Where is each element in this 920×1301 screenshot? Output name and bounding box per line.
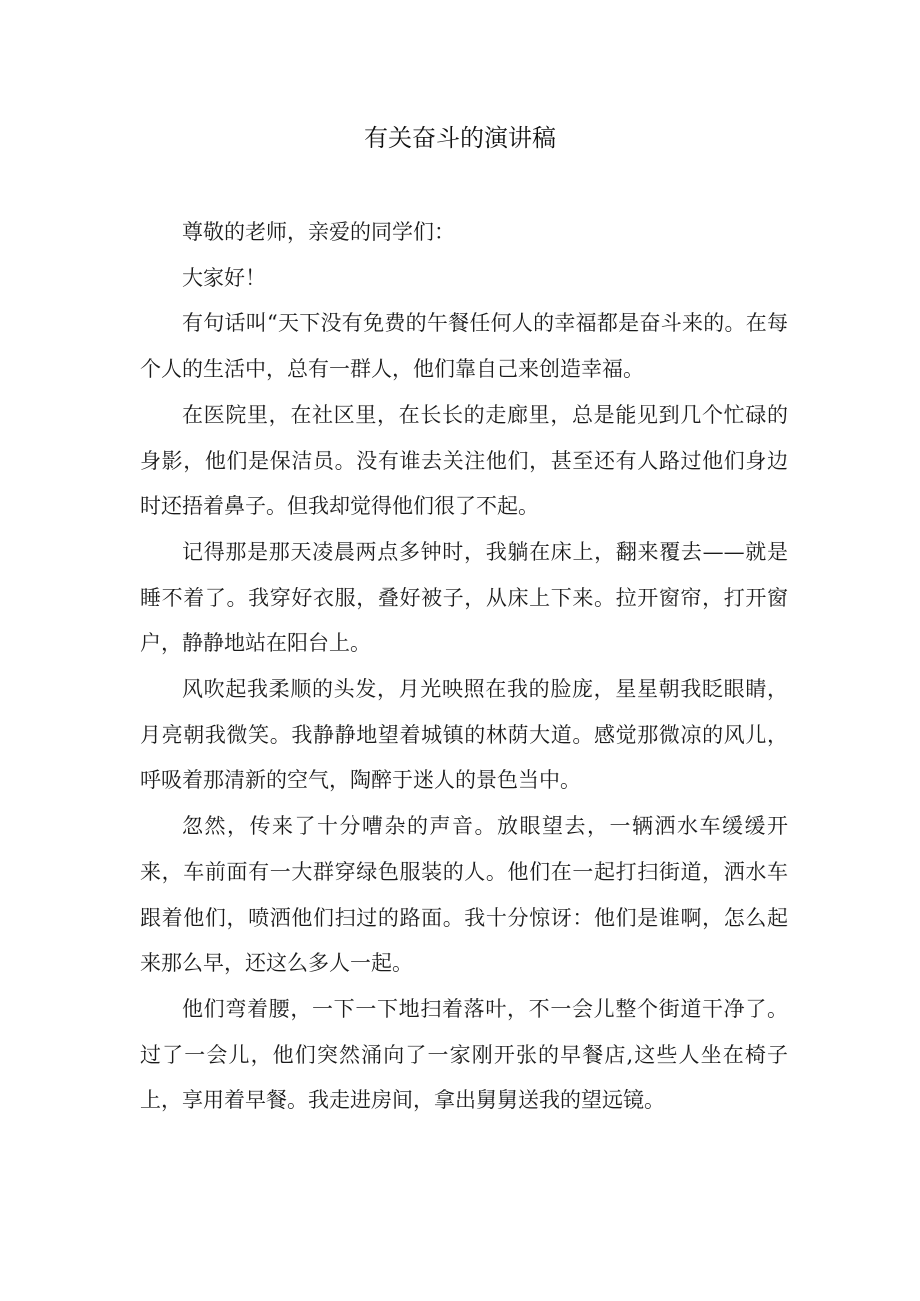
paragraph: 忽然，传来了十分嘈杂的声音。放眼望去，一辆洒水车缓缓开来，车前面有一大群穿绿色服装的人。他们在一起打扫街道，洒水车跟着他们，喷洒他们扫过的路面。我十分惊讶：他们是谁啊，怎么起来那么早，还这么多人一起。 (140, 814, 788, 976)
paragraph: 有句话叫“天下没有免费的午餐任何人的幸福都是奋斗来的。在每个人的生活中，总有一群人，他们靠自己来创造幸福。 (140, 311, 788, 382)
paragraph: 在医院里，在社区里，在长长的走廊里，总是能见到几个忙碌的身影，他们是保洁员。没有谁去关注他们，甚至还有人路过他们身边时还捂着鼻子。但我却觉得他们很了不起。 (140, 402, 788, 519)
paragraph: 风吹起我柔顺的头发，月光映照在我的脸庞，星星朝我眨眼睛，月亮朝我微笑。我静静地望着城镇的林荫大道。感觉那微凉的风儿，呼吸着那清新的空气，陶醉于迷人的景色当中。 (140, 677, 788, 793)
paragraph: 他们弯着腰，一下一下地扫着落叶，不一会儿整个街道干净了。过了一会儿，他们突然涌向了一家刚开张的早餐店,这些人坐在椅子上，享用着早餐。我走进房间，拿出舅舅送我的望远镜。 (140, 996, 788, 1113)
document-body (140, 210, 788, 1124)
paragraph: 记得那是那天凌晨两点多钟时，我躺在床上，翻来覆去——就是睡不着了。我穿好衣服，叠好被子，从床上下来。拉开窗帘，打开窗户，静静地站在阳台上。 (140, 539, 788, 656)
paragraph-salutation: 尊敬的老师，亲爱的同学们： (182, 220, 455, 244)
document-title: 有关奋斗的演讲稿 (364, 124, 556, 152)
paragraph-greeting: 大家好！ (182, 265, 266, 290)
